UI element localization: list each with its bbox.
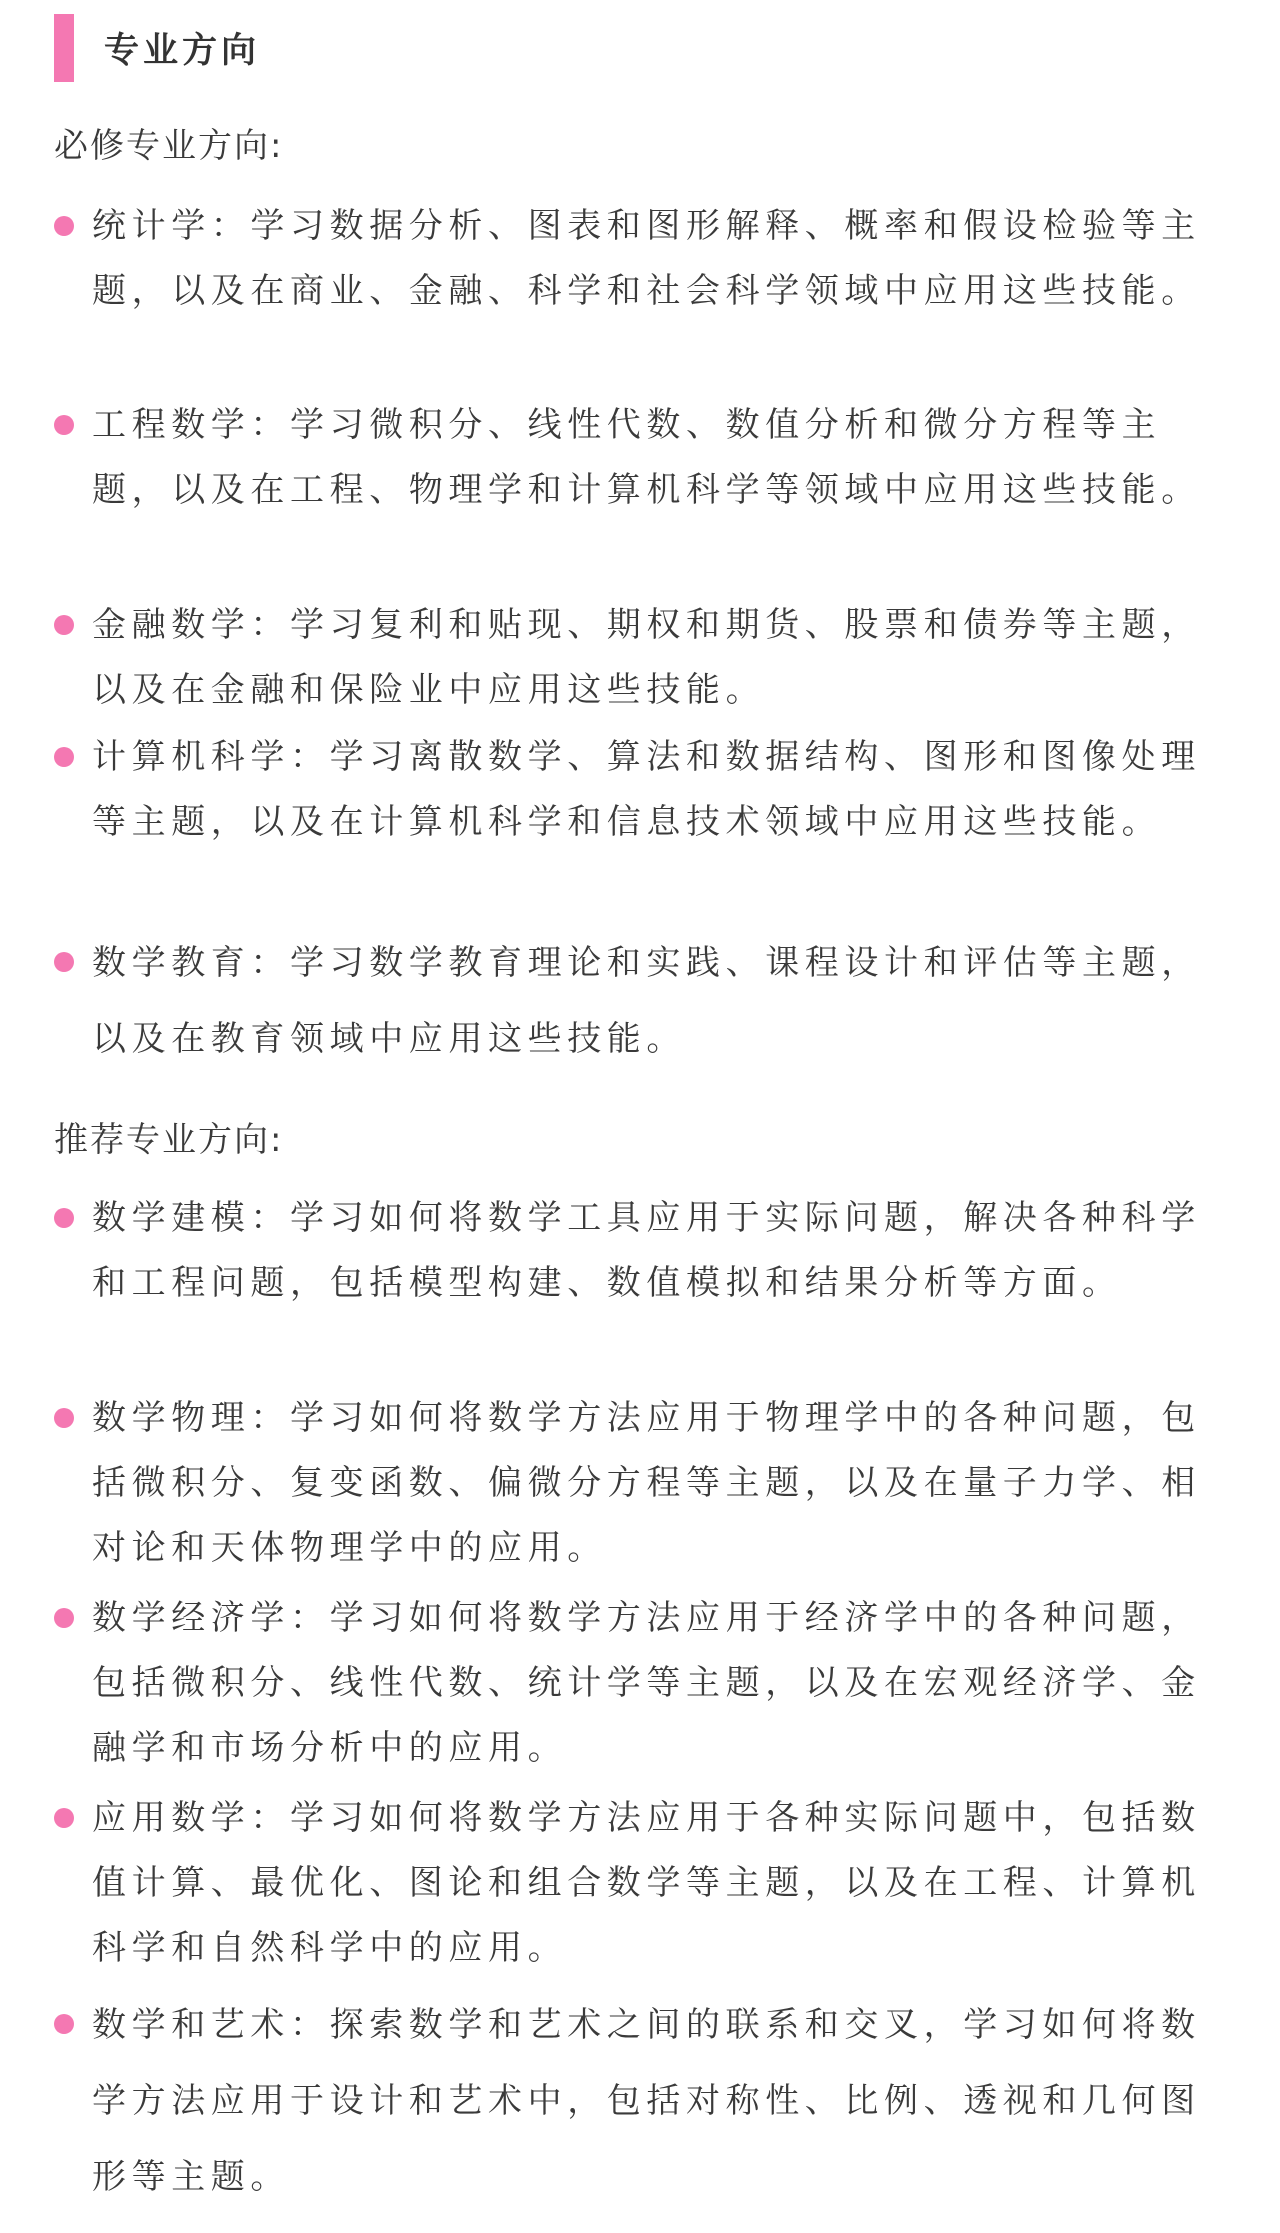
list-item (54, 925, 1214, 1077)
section-header (54, 14, 260, 82)
bullet-dot-icon (54, 747, 74, 767)
list-item-text: 金融数学：学习复利和贴现、期权和期货、股票和债券等主题，以及在金融和保险业中应用这些技能。 (92, 605, 1201, 710)
list-item (54, 1586, 1214, 1781)
bullet-dot-icon (54, 1808, 74, 1828)
section-title: 专业方向 (104, 31, 261, 71)
list-item-text: 数学物理：学习如何将数学方法应用于物理学中的各种问题，包括微积分、复变函数、偏微分方程等主题，以及在量子力学、相对论和天体物理学中的应用。 (92, 1398, 1201, 1568)
list-item (54, 1987, 1214, 2215)
list-item (54, 194, 1214, 324)
list-item (54, 1786, 1214, 1981)
accent-bar (54, 14, 74, 82)
bullet-dot-icon (54, 1208, 74, 1228)
recommended-group-label: 推荐专业方向: (54, 1120, 284, 1160)
bullet-dot-icon (54, 615, 74, 635)
list-item (54, 393, 1214, 523)
list-item-text: 应用数学：学习如何将数学方法应用于各种实际问题中，包括数值计算、最优化、图论和组合数学等主题，以及在工程、计算机科学和自然科学中的应用。 (92, 1798, 1201, 1968)
list-item-text: 计算机科学：学习离散数学、算法和数据结构、图形和图像处理等主题，以及在计算机科学和信息技术领域中应用这些技能。 (92, 737, 1201, 842)
list-item-text: 数学和艺术：探索数学和艺术之间的联系和交叉，学习如何将数学方法应用于设计和艺术中，包括对称性、比例、透视和几何图形等主题。 (92, 2005, 1201, 2197)
list-item (54, 725, 1214, 855)
list-item-text: 统计学：学习数据分析、图表和图形解释、概率和假设检验等主题，以及在商业、金融、科学和社会科学领域中应用这些技能。 (92, 206, 1201, 311)
bullet-dot-icon (54, 1408, 74, 1428)
bullet-dot-icon (54, 1608, 74, 1628)
list-item (54, 593, 1214, 723)
list-item (54, 1386, 1214, 1581)
list-item-text: 数学建模：学习如何将数学工具应用于实际问题，解决各种科学和工程问题，包括模型构建、数值模拟和结果分析等方面。 (92, 1198, 1201, 1303)
list-item-text: 数学经济学：学习如何将数学方法应用于经济学中的各种问题，包括微积分、线性代数、统计学等主题，以及在宏观经济学、金融学和市场分析中的应用。 (92, 1598, 1201, 1768)
list-item-text: 数学教育：学习数学教育理论和实践、课程设计和评估等主题，以及在教育领域中应用这些技能。 (92, 943, 1201, 1059)
list-item-text: 工程数学：学习微积分、线性代数、数值分析和微分方程等主题，以及在工程、物理学和计算机科学等领域中应用这些技能。 (92, 405, 1201, 510)
bullet-dot-icon (54, 2014, 74, 2034)
list-item (54, 1186, 1214, 1316)
required-group-label: 必修专业方向: (54, 126, 284, 166)
bullet-dot-icon (54, 952, 74, 972)
bullet-dot-icon (54, 415, 74, 435)
bullet-dot-icon (54, 216, 74, 236)
